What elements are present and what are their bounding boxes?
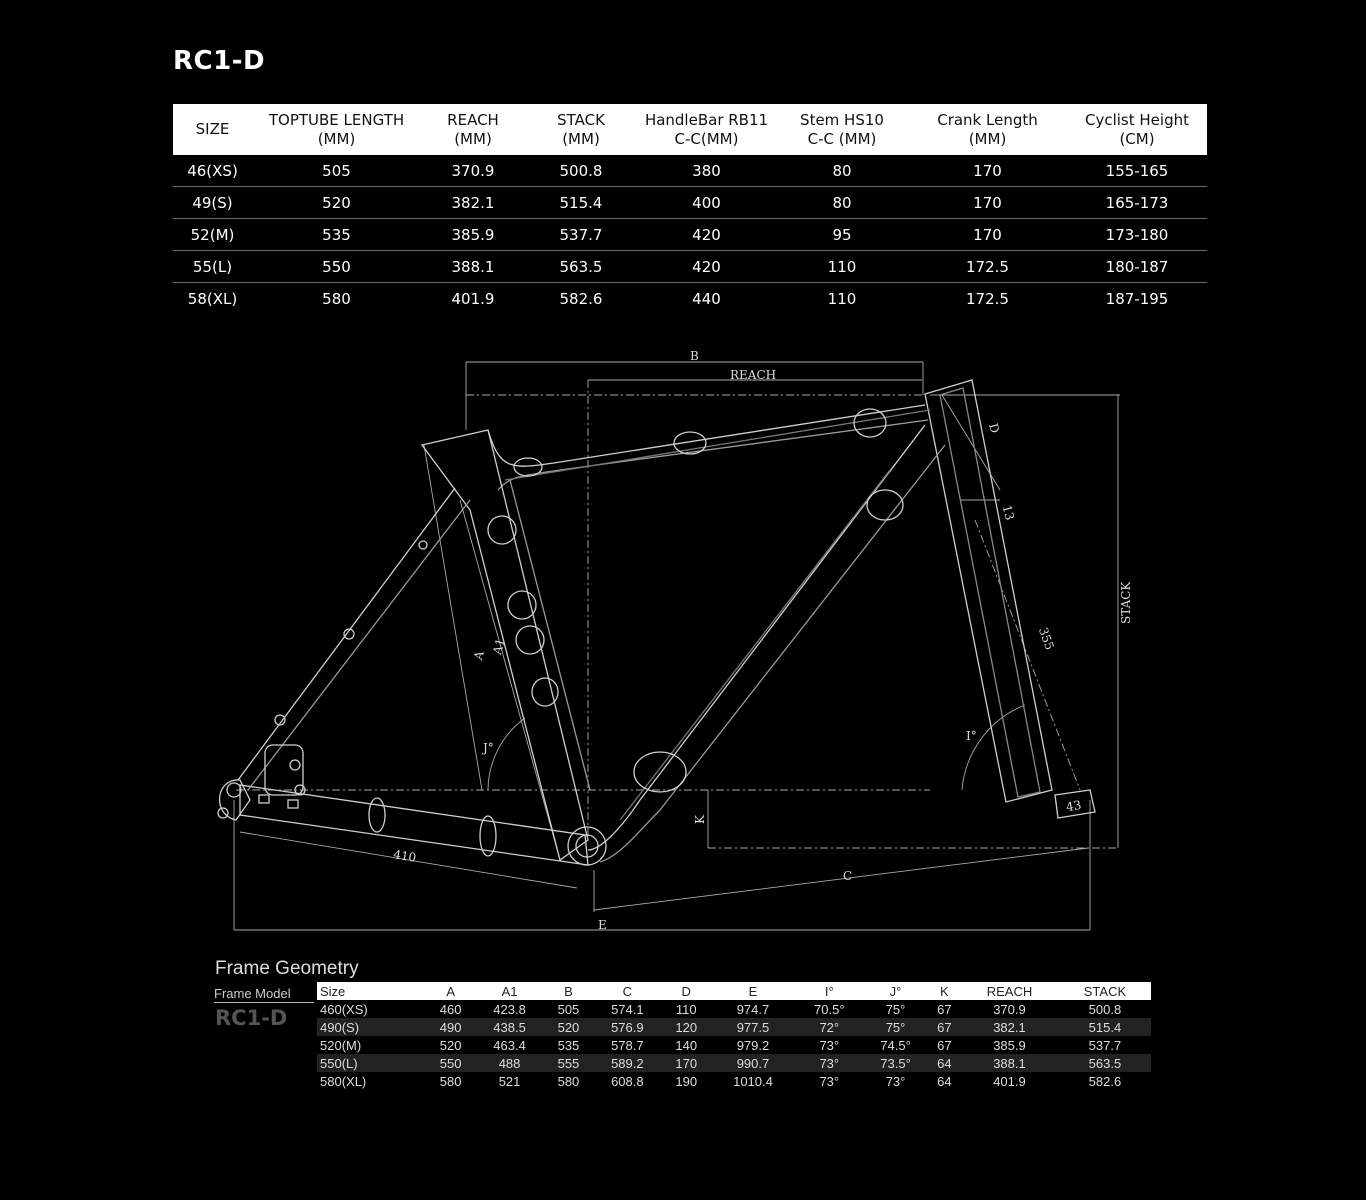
spec-cell: 440 xyxy=(692,289,721,308)
geometry-cell: 578.7 xyxy=(611,1037,644,1053)
geometry-cell: 555 xyxy=(545,1054,592,1072)
geometry-cell: 72° xyxy=(796,1018,862,1036)
geometry-cell: 170 xyxy=(663,1054,710,1072)
spec-cell: 520 xyxy=(252,187,421,219)
label-43: 43 xyxy=(1064,797,1083,815)
spec-cell: 155-165 xyxy=(1067,155,1207,187)
label-e: E xyxy=(598,918,607,932)
spec-header-unit: (MM) xyxy=(454,129,492,148)
geometry-cell: 520 xyxy=(439,1037,462,1053)
down-tube xyxy=(588,425,925,850)
geometry-cell: 990.7 xyxy=(710,1054,796,1072)
frame-geometry-title: Frame Geometry xyxy=(215,958,359,979)
spec-header-text: TOPTUBE LENGTH xyxy=(268,110,405,129)
geometry-cell: 550 xyxy=(427,1054,474,1072)
spec-cell: 180-187 xyxy=(1067,251,1207,283)
spec-cell: 187-195 xyxy=(1105,289,1169,308)
geometry-cell: 520 xyxy=(545,1018,592,1036)
label-j: J° xyxy=(483,741,494,755)
geometry-cell: 608.8 xyxy=(611,1073,644,1089)
spec-header-text: SIZE xyxy=(195,120,230,138)
spec-cell: 505 xyxy=(252,155,421,187)
geometry-cell: 550(L) xyxy=(317,1054,427,1072)
spec-header-unit: (MM) xyxy=(317,129,356,148)
spec-cell: 80 xyxy=(776,155,908,187)
geometry-cell: 505 xyxy=(557,1001,580,1017)
geometry-cell: 580 xyxy=(439,1073,462,1089)
geometry-cell: 73.5° xyxy=(862,1054,928,1072)
spec-cell: 385.9 xyxy=(421,219,525,251)
geometry-cell: 401.9 xyxy=(993,1073,1026,1089)
geometry-header-row xyxy=(317,982,1151,1000)
geometry-cell: 120 xyxy=(663,1018,710,1036)
spec-cell: 55(L) xyxy=(173,251,252,283)
geometry-cell: 490(S) xyxy=(317,1018,427,1036)
geometry-cell: 582.6 xyxy=(1088,1073,1122,1089)
label-stack: STACK xyxy=(1119,581,1133,624)
label-i: I° xyxy=(966,729,977,743)
geometry-row xyxy=(317,1036,1151,1054)
spec-cell: 172.5 xyxy=(966,289,1009,308)
geometry-row xyxy=(317,1072,1151,1090)
geometry-cell: 500.8 xyxy=(1088,1001,1122,1017)
spec-cell: 370.9 xyxy=(421,155,525,187)
geometry-cell: 521 xyxy=(498,1073,521,1089)
geometry-row xyxy=(317,1054,1151,1072)
spec-cell: 582.6 xyxy=(559,289,603,308)
page-title: RC1-D xyxy=(173,46,266,76)
geometry-cell: 515.4 xyxy=(1059,1018,1151,1036)
spec-cell: 401.9 xyxy=(451,289,495,308)
spec-cell: 170 xyxy=(908,187,1067,219)
label-a1: A1 xyxy=(490,636,508,657)
spec-cell: 165-173 xyxy=(1067,187,1207,219)
spec-cell: 80 xyxy=(776,187,908,219)
geometry-cell: 463.4 xyxy=(493,1037,526,1053)
spec-cell: 535 xyxy=(252,219,421,251)
spec-cell: 500.8 xyxy=(525,155,637,187)
geometry-header-cell: D xyxy=(663,982,710,1000)
geometry-cell: 576.9 xyxy=(592,1018,663,1036)
geometry-cell: 488 xyxy=(474,1054,545,1072)
geometry-header-cell: Size xyxy=(317,982,427,1000)
spec-cell: 170 xyxy=(908,155,1067,187)
geometry-cell: 74.5° xyxy=(880,1037,911,1053)
geometry-cell: 370.9 xyxy=(993,1001,1026,1017)
spec-cell: 420 xyxy=(637,219,776,251)
spec-cell: 515.4 xyxy=(525,187,637,219)
label-b: B xyxy=(690,349,699,363)
geometry-cell: 73° xyxy=(819,1073,840,1089)
geometry-header-cell: REACH xyxy=(960,982,1059,1000)
spec-cell: 95 xyxy=(776,219,908,251)
geometry-cell: 388.1 xyxy=(960,1054,1059,1072)
spec-header-text: HandleBar RB11 xyxy=(644,110,769,129)
geometry-cell: 580(XL) xyxy=(320,1073,367,1089)
geometry-cell: 460 xyxy=(439,1001,462,1017)
geometry-cell: 73° xyxy=(796,1054,862,1072)
spec-cell: 170 xyxy=(908,219,1067,251)
spec-header-text: Crank Length xyxy=(937,110,1038,129)
geometry-cell: 535 xyxy=(557,1037,580,1053)
geometry-cell: 537.7 xyxy=(1088,1037,1122,1053)
spec-cell: 382.1 xyxy=(421,187,525,219)
label-355: 355 xyxy=(1035,625,1057,652)
geometry-cell: 423.8 xyxy=(493,1001,526,1017)
spec-cell: 110 xyxy=(776,251,908,283)
geometry-cell: 140 xyxy=(675,1037,698,1053)
geometry-header-cell: B xyxy=(545,982,592,1000)
geometry-cell: 979.2 xyxy=(736,1037,770,1053)
spec-header-unit: (CM) xyxy=(1119,129,1155,148)
label-410: 410 xyxy=(392,847,418,865)
spec-cell: 46(XS) xyxy=(173,155,252,187)
geometry-cell: 563.5 xyxy=(1059,1054,1151,1072)
spec-cell: 58(XL) xyxy=(187,289,238,308)
spec-header-text: STACK xyxy=(557,110,605,129)
geometry-cell: 75° xyxy=(862,1018,928,1036)
frame-model-label: Frame Model xyxy=(214,986,314,1003)
spec-cell: 172.5 xyxy=(908,251,1067,283)
geometry-cell: 460(XS) xyxy=(320,1001,368,1017)
frame-tubes xyxy=(218,380,1095,865)
spec-cell: 537.7 xyxy=(525,219,637,251)
geometry-cell: 73° xyxy=(819,1037,840,1053)
geometry-cell: 67 xyxy=(937,1001,952,1017)
seat-stay xyxy=(238,488,455,780)
label-d: D xyxy=(986,421,1003,435)
geometry-cell: 574.1 xyxy=(611,1001,644,1017)
spec-cell: 173-180 xyxy=(1067,219,1207,251)
spec-cell: 563.5 xyxy=(525,251,637,283)
frame-model-name: RC1-D xyxy=(215,1006,288,1030)
spec-cell: 380 xyxy=(637,155,776,187)
geometry-cell: 580 xyxy=(557,1073,580,1089)
spec-header-unit: (MM) xyxy=(968,129,1007,148)
geometry-cell: 382.1 xyxy=(960,1018,1059,1036)
geometry-header-cell: I° xyxy=(796,982,862,1000)
spec-cell: 49(S) xyxy=(173,187,252,219)
geometry-header-cell: A1 xyxy=(474,982,545,1000)
spec-cell: 580 xyxy=(322,289,351,308)
label-a: A xyxy=(470,649,487,662)
geometry-cell: 67 xyxy=(929,1018,960,1036)
geometry-cell: 190 xyxy=(675,1073,698,1089)
spec-cell: 110 xyxy=(827,289,857,308)
geometry-cell: 438.5 xyxy=(474,1018,545,1036)
spec-cell: 388.1 xyxy=(421,251,525,283)
fork-blade xyxy=(940,388,1040,797)
spec-header-unit: C-C (MM) xyxy=(807,129,877,148)
label-k: K xyxy=(693,815,707,824)
spec-cell: 550 xyxy=(252,251,421,283)
geometry-header-cell: E xyxy=(710,982,796,1000)
head-tube xyxy=(925,380,1052,802)
geometry-header-cell: C xyxy=(592,982,663,1000)
spec-header-text: Cyclist Height xyxy=(1085,110,1189,129)
geometry-header-cell: A xyxy=(427,982,474,1000)
geometry-cell: 75° xyxy=(885,1001,906,1017)
geometry-cell: 64 xyxy=(929,1054,960,1072)
geometry-cell: 385.9 xyxy=(993,1037,1026,1053)
geometry-cell: 490 xyxy=(427,1018,474,1036)
geometry-row xyxy=(317,1000,1151,1018)
geometry-cell: 73° xyxy=(885,1073,906,1089)
geometry-cell: 67 xyxy=(937,1037,952,1053)
label-c: C xyxy=(843,869,853,883)
geometry-header-cell: K xyxy=(929,982,960,1000)
geometry-cell: 110 xyxy=(675,1001,697,1017)
geometry-header-cell: J° xyxy=(862,982,928,1000)
geometry-cell: 974.7 xyxy=(736,1001,770,1017)
top-tube xyxy=(488,405,925,466)
dimension-lines xyxy=(234,362,1120,930)
geometry-row xyxy=(317,1018,1151,1036)
geometry-header-cell: STACK xyxy=(1059,982,1151,1000)
spec-cell: 400 xyxy=(637,187,776,219)
geometry-cell: 589.2 xyxy=(592,1054,663,1072)
label-13: 13 xyxy=(999,503,1018,522)
spec-cell: 52(M) xyxy=(173,219,252,251)
spec-header-text: REACH xyxy=(447,110,499,129)
label-reach: REACH xyxy=(730,368,777,382)
geometry-cell: 1010.4 xyxy=(733,1073,773,1089)
frame-geometry-table xyxy=(317,982,1151,1090)
spec-cell: 420 xyxy=(637,251,776,283)
spec-header-unit: (MM) xyxy=(562,129,600,148)
geometry-cell: 64 xyxy=(937,1073,952,1089)
geometry-cell: 70.5° xyxy=(814,1001,845,1017)
spec-header-unit: C-C(MM) xyxy=(674,129,739,148)
geometry-cell: 520(M) xyxy=(320,1037,362,1053)
geometry-cell: 977.5 xyxy=(710,1018,796,1036)
spec-header-text: Stem HS10 xyxy=(800,110,884,129)
